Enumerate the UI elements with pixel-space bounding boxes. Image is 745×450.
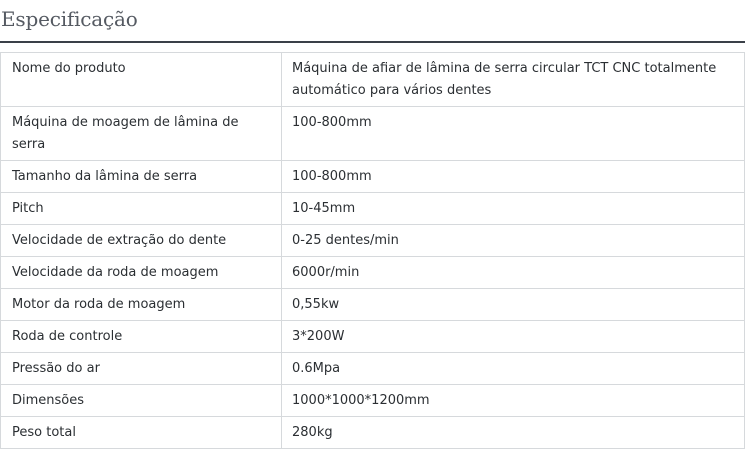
table-row (1, 161, 745, 193)
table-row (1, 353, 745, 385)
table-row (1, 107, 745, 161)
table-row (1, 321, 745, 353)
spec-value: 100-800mm (282, 161, 745, 193)
table-row (1, 53, 745, 107)
spec-label: Roda de controle (1, 321, 282, 353)
title-divider (0, 41, 745, 43)
spec-value: 10-45mm (282, 193, 745, 225)
spec-label: Motor da roda de moagem (1, 289, 282, 321)
spec-label: Velocidade de extração do dente (1, 225, 282, 257)
table-row (1, 225, 745, 257)
spec-value: 0-25 dentes/min (282, 225, 745, 257)
spec-value: Máquina de afiar de lâmina de serra circular TCT CNC totalmente automático para vários dentes (282, 53, 745, 107)
spec-label: Pressão do ar (1, 353, 282, 385)
table-row (1, 289, 745, 321)
spec-label: Tamanho da lâmina de serra (1, 161, 282, 193)
spec-label: Peso total (1, 417, 282, 449)
spec-label: Máquina de moagem de lâmina de serra (1, 107, 282, 161)
page-title: Especificação (1, 7, 138, 31)
spec-label: Dimensões (1, 385, 282, 417)
table-row (1, 417, 745, 449)
spec-value: 0,55kw (282, 289, 745, 321)
spec-value: 3*200W (282, 321, 745, 353)
spec-value: 1000*1000*1200mm (282, 385, 745, 417)
spec-value: 6000r/min (282, 257, 745, 289)
spec-label: Nome do produto (1, 53, 282, 107)
spec-value: 280kg (282, 417, 745, 449)
spec-label: Velocidade da roda de moagem (1, 257, 282, 289)
specification-table (0, 52, 745, 449)
spec-value: 100-800mm (282, 107, 745, 161)
table-row (1, 193, 745, 225)
spec-value: 0.6Mpa (282, 353, 745, 385)
table-row (1, 257, 745, 289)
spec-label: Pitch (1, 193, 282, 225)
table-row (1, 385, 745, 417)
